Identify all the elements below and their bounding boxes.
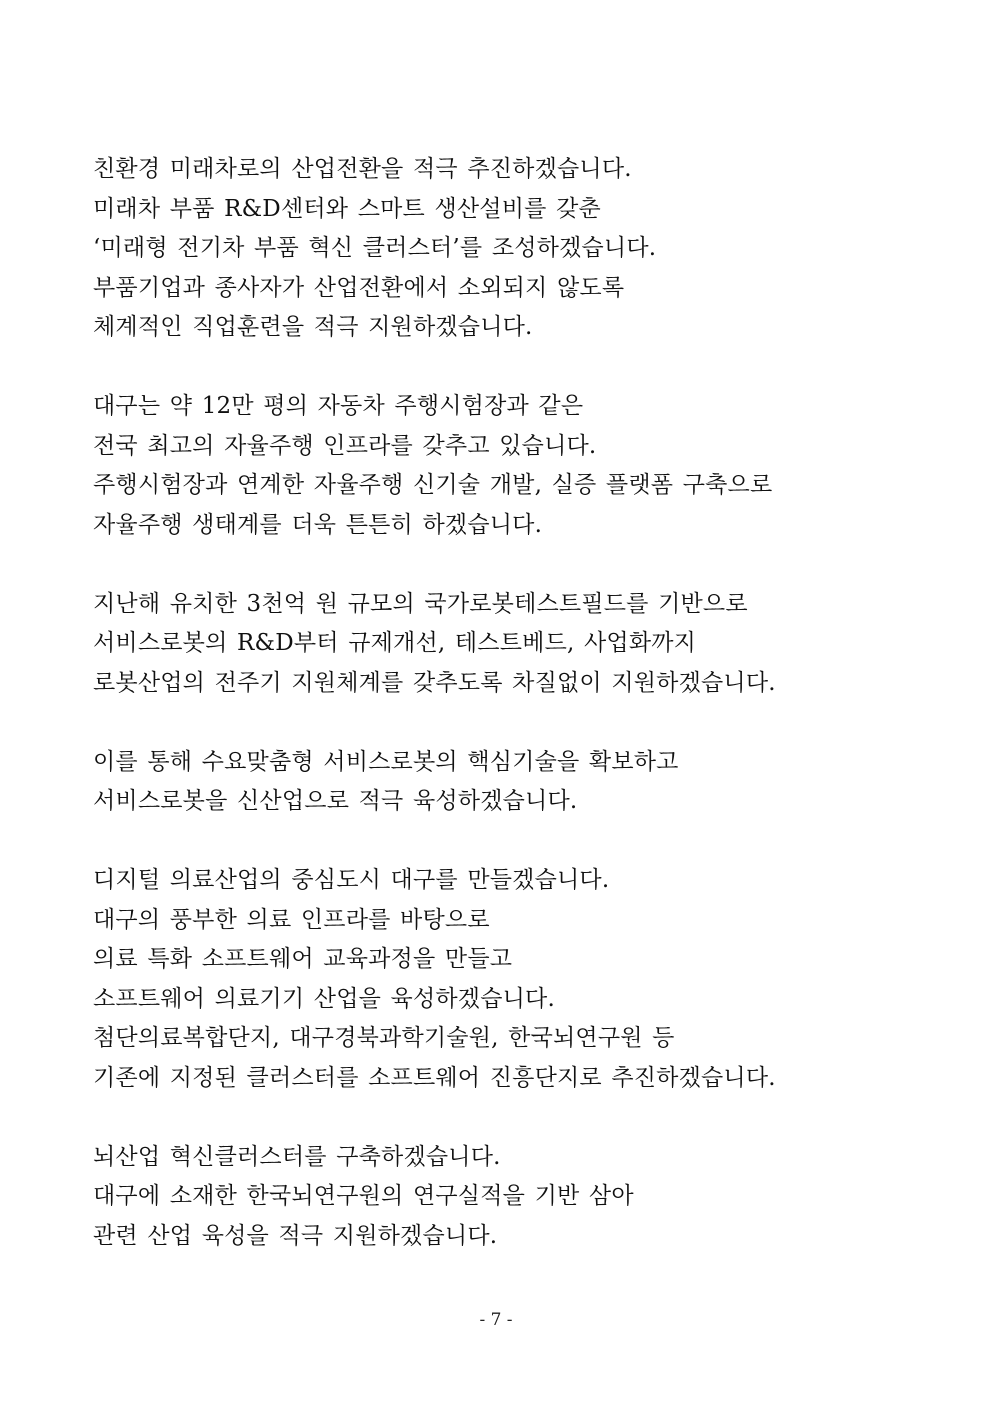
text-line: 체계적인 직업훈련을 적극 지원하겠습니다. [93,314,533,340]
paragraph-future-car [93,150,913,348]
text-line: 소프트웨어 의료기기 산업을 육성하겠습니다. [93,985,555,1012]
text-line: 뇌산업 혁신클러스터를 구축하겠습니다. [93,1143,501,1170]
text-line: 의료 특화 소프트웨어 교육과정을 만들고 [93,946,513,972]
text-line: 첨단의료복합단지, 대구경북과학기술원, 한국뇌연구원 등 [93,1025,675,1051]
paragraph-brain-industry [93,1138,913,1257]
text-line: 서비스로봇을 신산업으로 적극 육성하겠습니다. [93,788,578,814]
text-line: 대구에 소재한 한국뇌연구원의 연구실적을 기반 삼아 [93,1183,634,1209]
text-line: 자율주행 생태계를 더욱 튼튼히 하겠습니다. [93,511,543,538]
text-line: 로봇산업의 전주기 지원체계를 갖추도록 차질없이 지원하겠습니다. [93,669,776,696]
text-line: 미래차 부품 R&D센터와 스마트 생산설비를 갖춘 [93,195,601,222]
text-line: 기존에 지정된 클러스터를 소프트웨어 진흥단지로 추진하겠습니다. [93,1064,776,1091]
text-line: 이를 통해 수요맞춤형 서비스로봇의 핵심기술을 확보하고 [93,748,679,775]
text-line: 디지털 의료산업의 중심도시 대구를 만들겠습니다. [93,867,610,893]
paragraph-service-robot [93,743,913,822]
document-body [93,150,913,1256]
paragraph-autonomous-driving [93,387,913,545]
text-line: 대구는 약 12만 평의 자동차 주행시험장과 같은 [93,393,584,419]
text-line: 대구의 풍부한 의료 인프라를 바탕으로 [93,906,490,933]
text-line: 지난해 유치한 3천억 원 규모의 국가로봇테스트필드를 기반으로 [93,590,748,617]
text-line: ‘미래형 전기차 부품 혁신 클러스터’를 조성하겠습니다. [93,235,657,261]
page-number: - 7 - [479,1310,513,1330]
text-line: 친환경 미래차로의 산업전환을 적극 추진하겠습니다. [93,156,632,182]
text-line: 관련 산업 육성을 적극 지원하겠습니다. [93,1222,498,1249]
paragraph-robot-test-field [93,585,913,704]
paragraph-digital-medical [93,861,913,1098]
text-line: 서비스로봇의 R&D부터 규제개선, 테스트베드, 사업화까지 [93,630,697,656]
text-line: 주행시험장과 연계한 자율주행 신기술 개발, 실증 플랫폼 구축으로 [93,472,773,498]
text-line: 전국 최고의 자율주행 인프라를 갖추고 있습니다. [93,432,597,459]
text-line: 부품기업과 종사자가 산업전환에서 소외되지 않도록 [93,274,625,301]
